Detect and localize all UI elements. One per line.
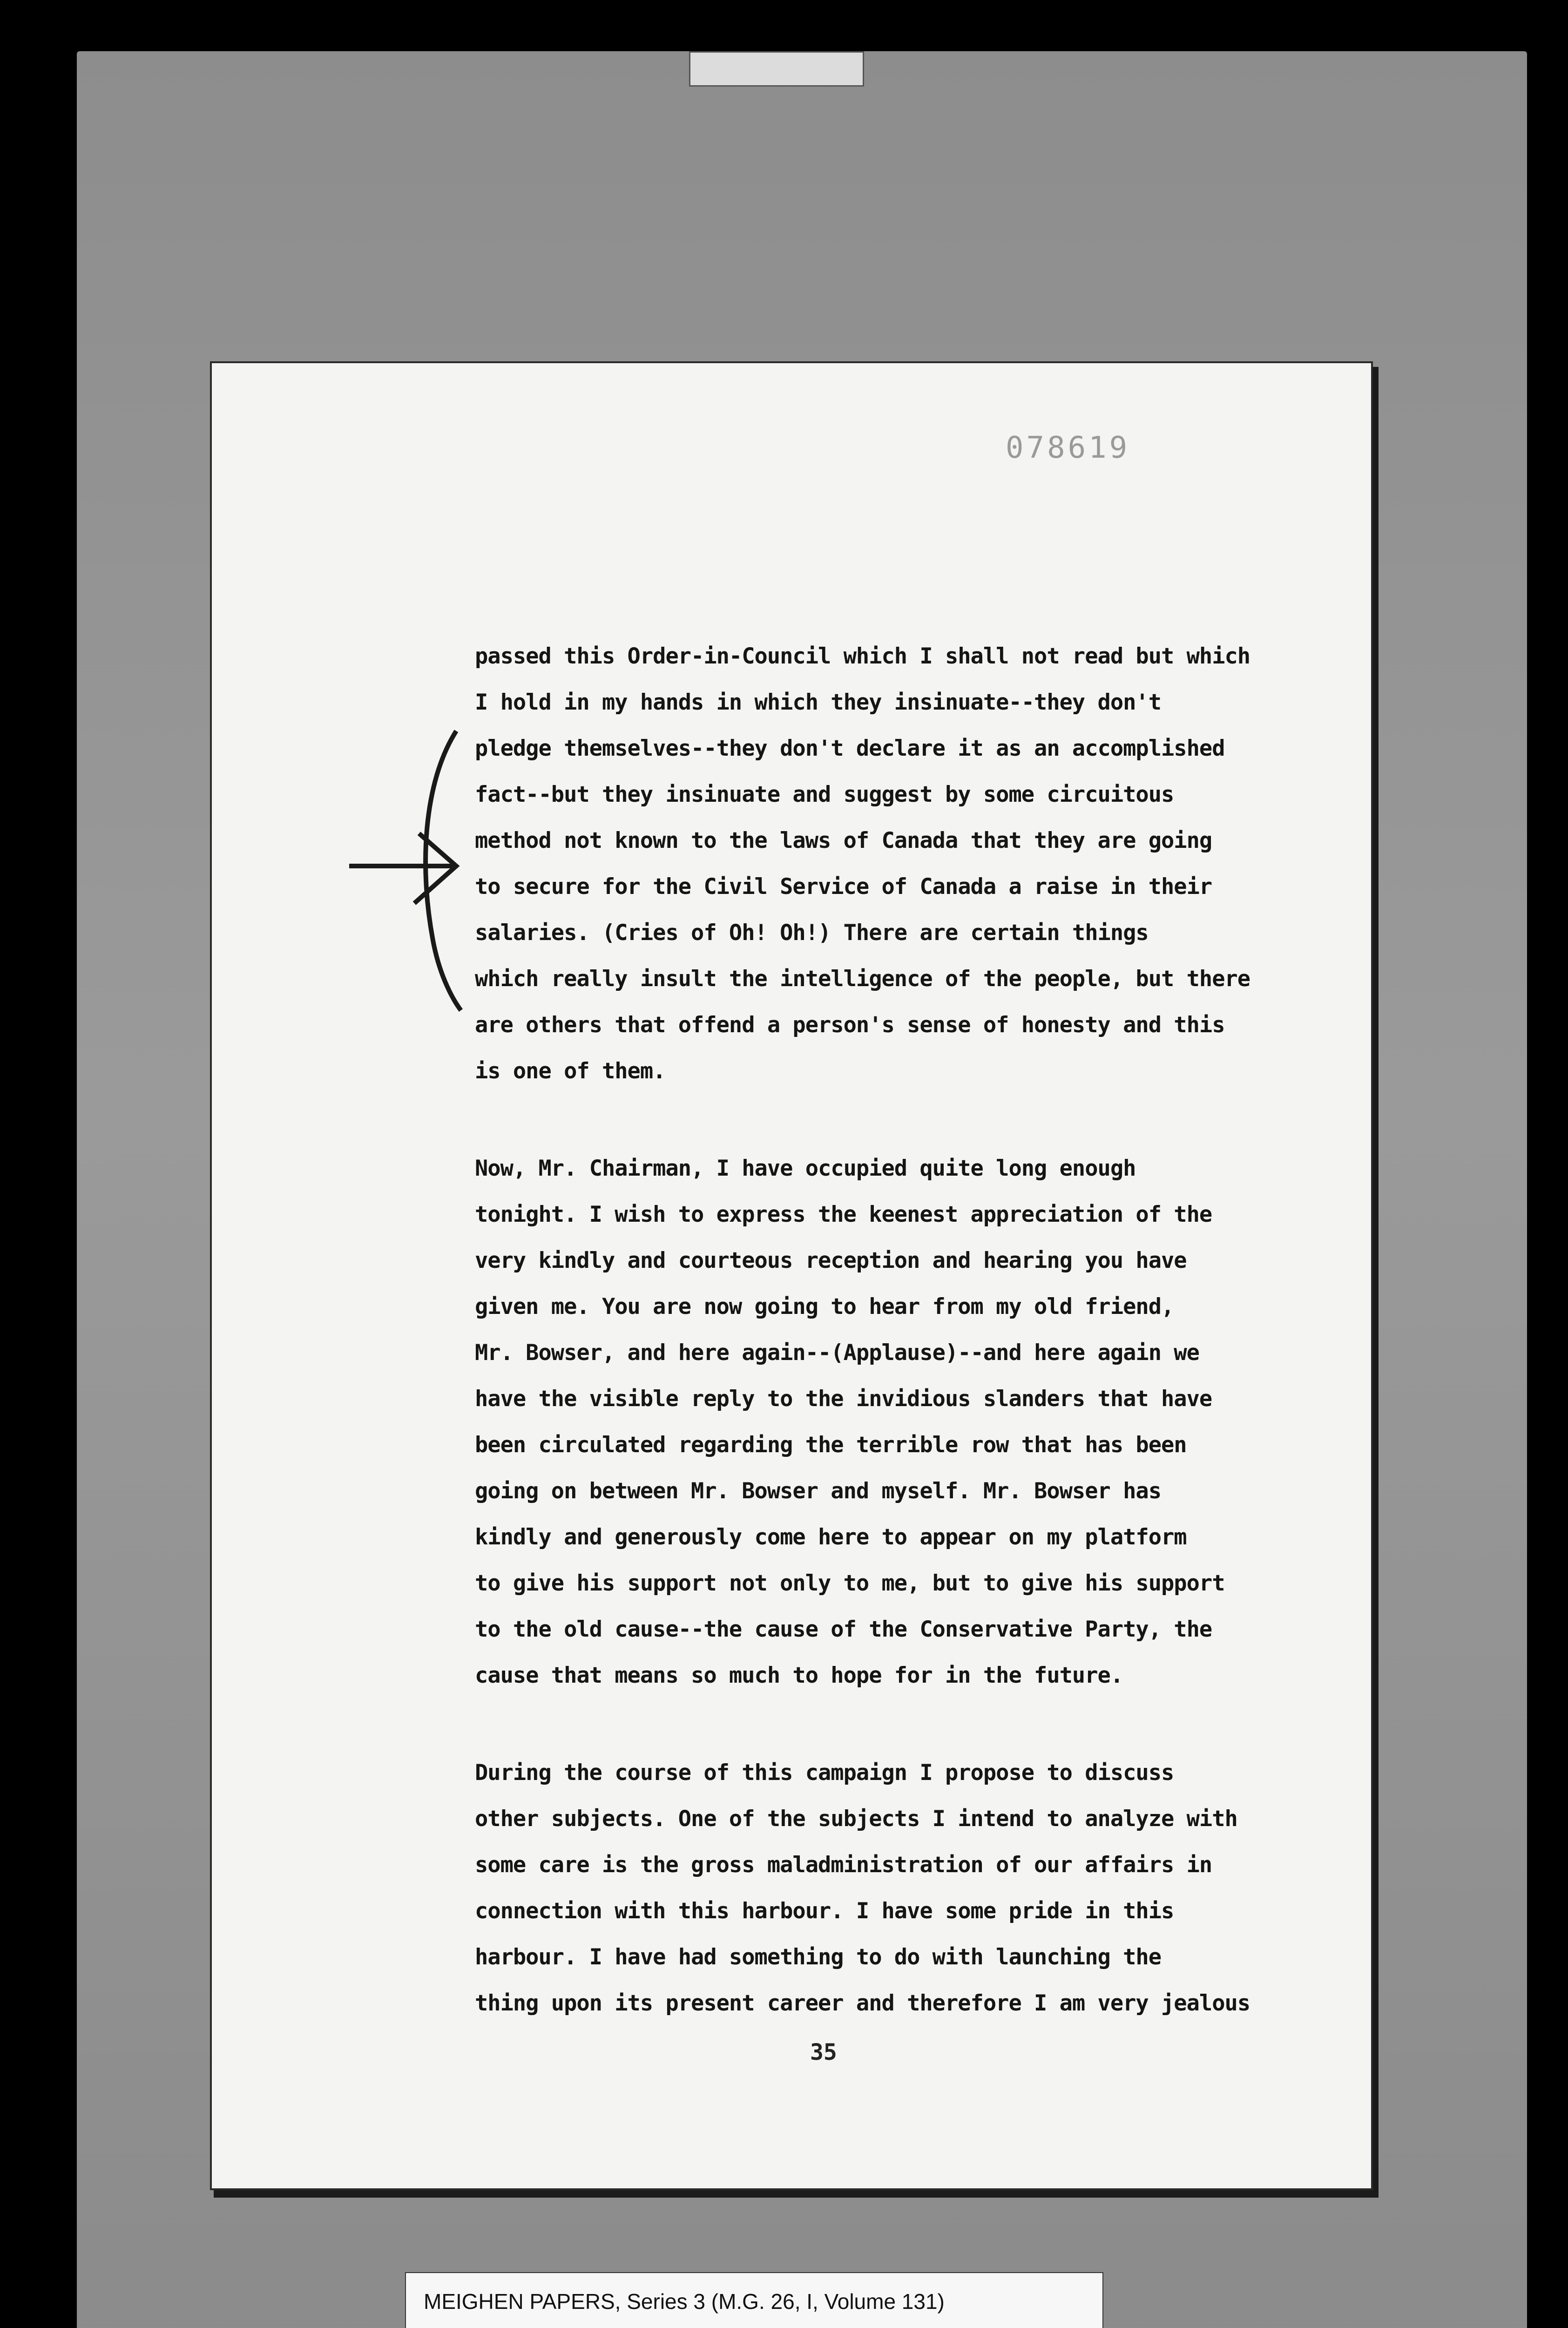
text-line: harbour. I have had something to do with launching the [475,1944,1162,1970]
text-line: given me. You are now going to hear from my old friend, [475,1294,1174,1320]
paragraph [475,1145,1350,1699]
text-line: have the visible reply to the invidious slanders that have [475,1386,1212,1412]
mounting-tab [689,51,864,87]
text-line: kindly and generously come here to appear on my platform [475,1524,1187,1550]
handwritten-arrow-mark [340,726,489,1015]
text-line: which really insult the intelligence of the people, but there [475,966,1250,992]
text-line: to give his support not only to me, but to give his support [475,1570,1225,1596]
text-line: Now, Mr. Chairman, I have occupied quite long enough [475,1156,1136,1181]
text-line: very kindly and courteous reception and hearing you have [475,1248,1187,1273]
text-line: method not known to the laws of Canada that they are going [475,828,1212,853]
paragraph [475,633,1350,1094]
document-body [475,633,1350,2026]
citation-label: MEIGHEN PAPERS, Series 3 (M.G. 26, I, Volume 131) [405,2272,1103,2328]
text-line: tonight. I wish to express the keenest appreciation of the [475,1202,1212,1227]
text-line: thing upon its present career and therefore I am very jealous [475,1990,1250,2016]
text-line: pledge themselves--they don't declare it as an accomplished [475,736,1225,761]
text-line: fact--but they insinuate and suggest by some circuitous [475,782,1174,807]
text-line: cause that means so much to hope for in the future. [475,1663,1123,1688]
text-line: to secure for the Civil Service of Canada a raise in their [475,874,1212,900]
text-line: salaries. (Cries of Oh! Oh!) There are certain things [475,920,1149,946]
paragraph [475,1750,1350,2026]
text-line: During the course of this campaign I propose to discuss [475,1760,1174,1786]
text-line: been circulated regarding the terrible row that has been [475,1432,1187,1458]
page-number: 35 [810,2039,837,2065]
text-line: passed this Order-in-Council which I shall not read but which [475,643,1250,669]
text-line: Mr. Bowser, and here again--(Applause)--and here again we [475,1340,1199,1366]
text-line: I hold in my hands in which they insinuate--they don't [475,690,1162,715]
text-line: to the old cause--the cause of the Conservative Party, the [475,1617,1212,1642]
text-line: other subjects. One of the subjects I intend to analyze with [475,1806,1237,1832]
text-line: connection with this harbour. I have some pride in this [475,1898,1174,1924]
folio-stamp: 078619 [1006,431,1130,465]
text-line: some care is the gross maladministration of our affairs in [475,1852,1212,1878]
text-line: going on between Mr. Bowser and myself. Mr. Bowser has [475,1478,1162,1504]
text-line: is one of them. [475,1058,666,1084]
text-line: are others that offend a person's sense of honesty and this [475,1012,1225,1038]
